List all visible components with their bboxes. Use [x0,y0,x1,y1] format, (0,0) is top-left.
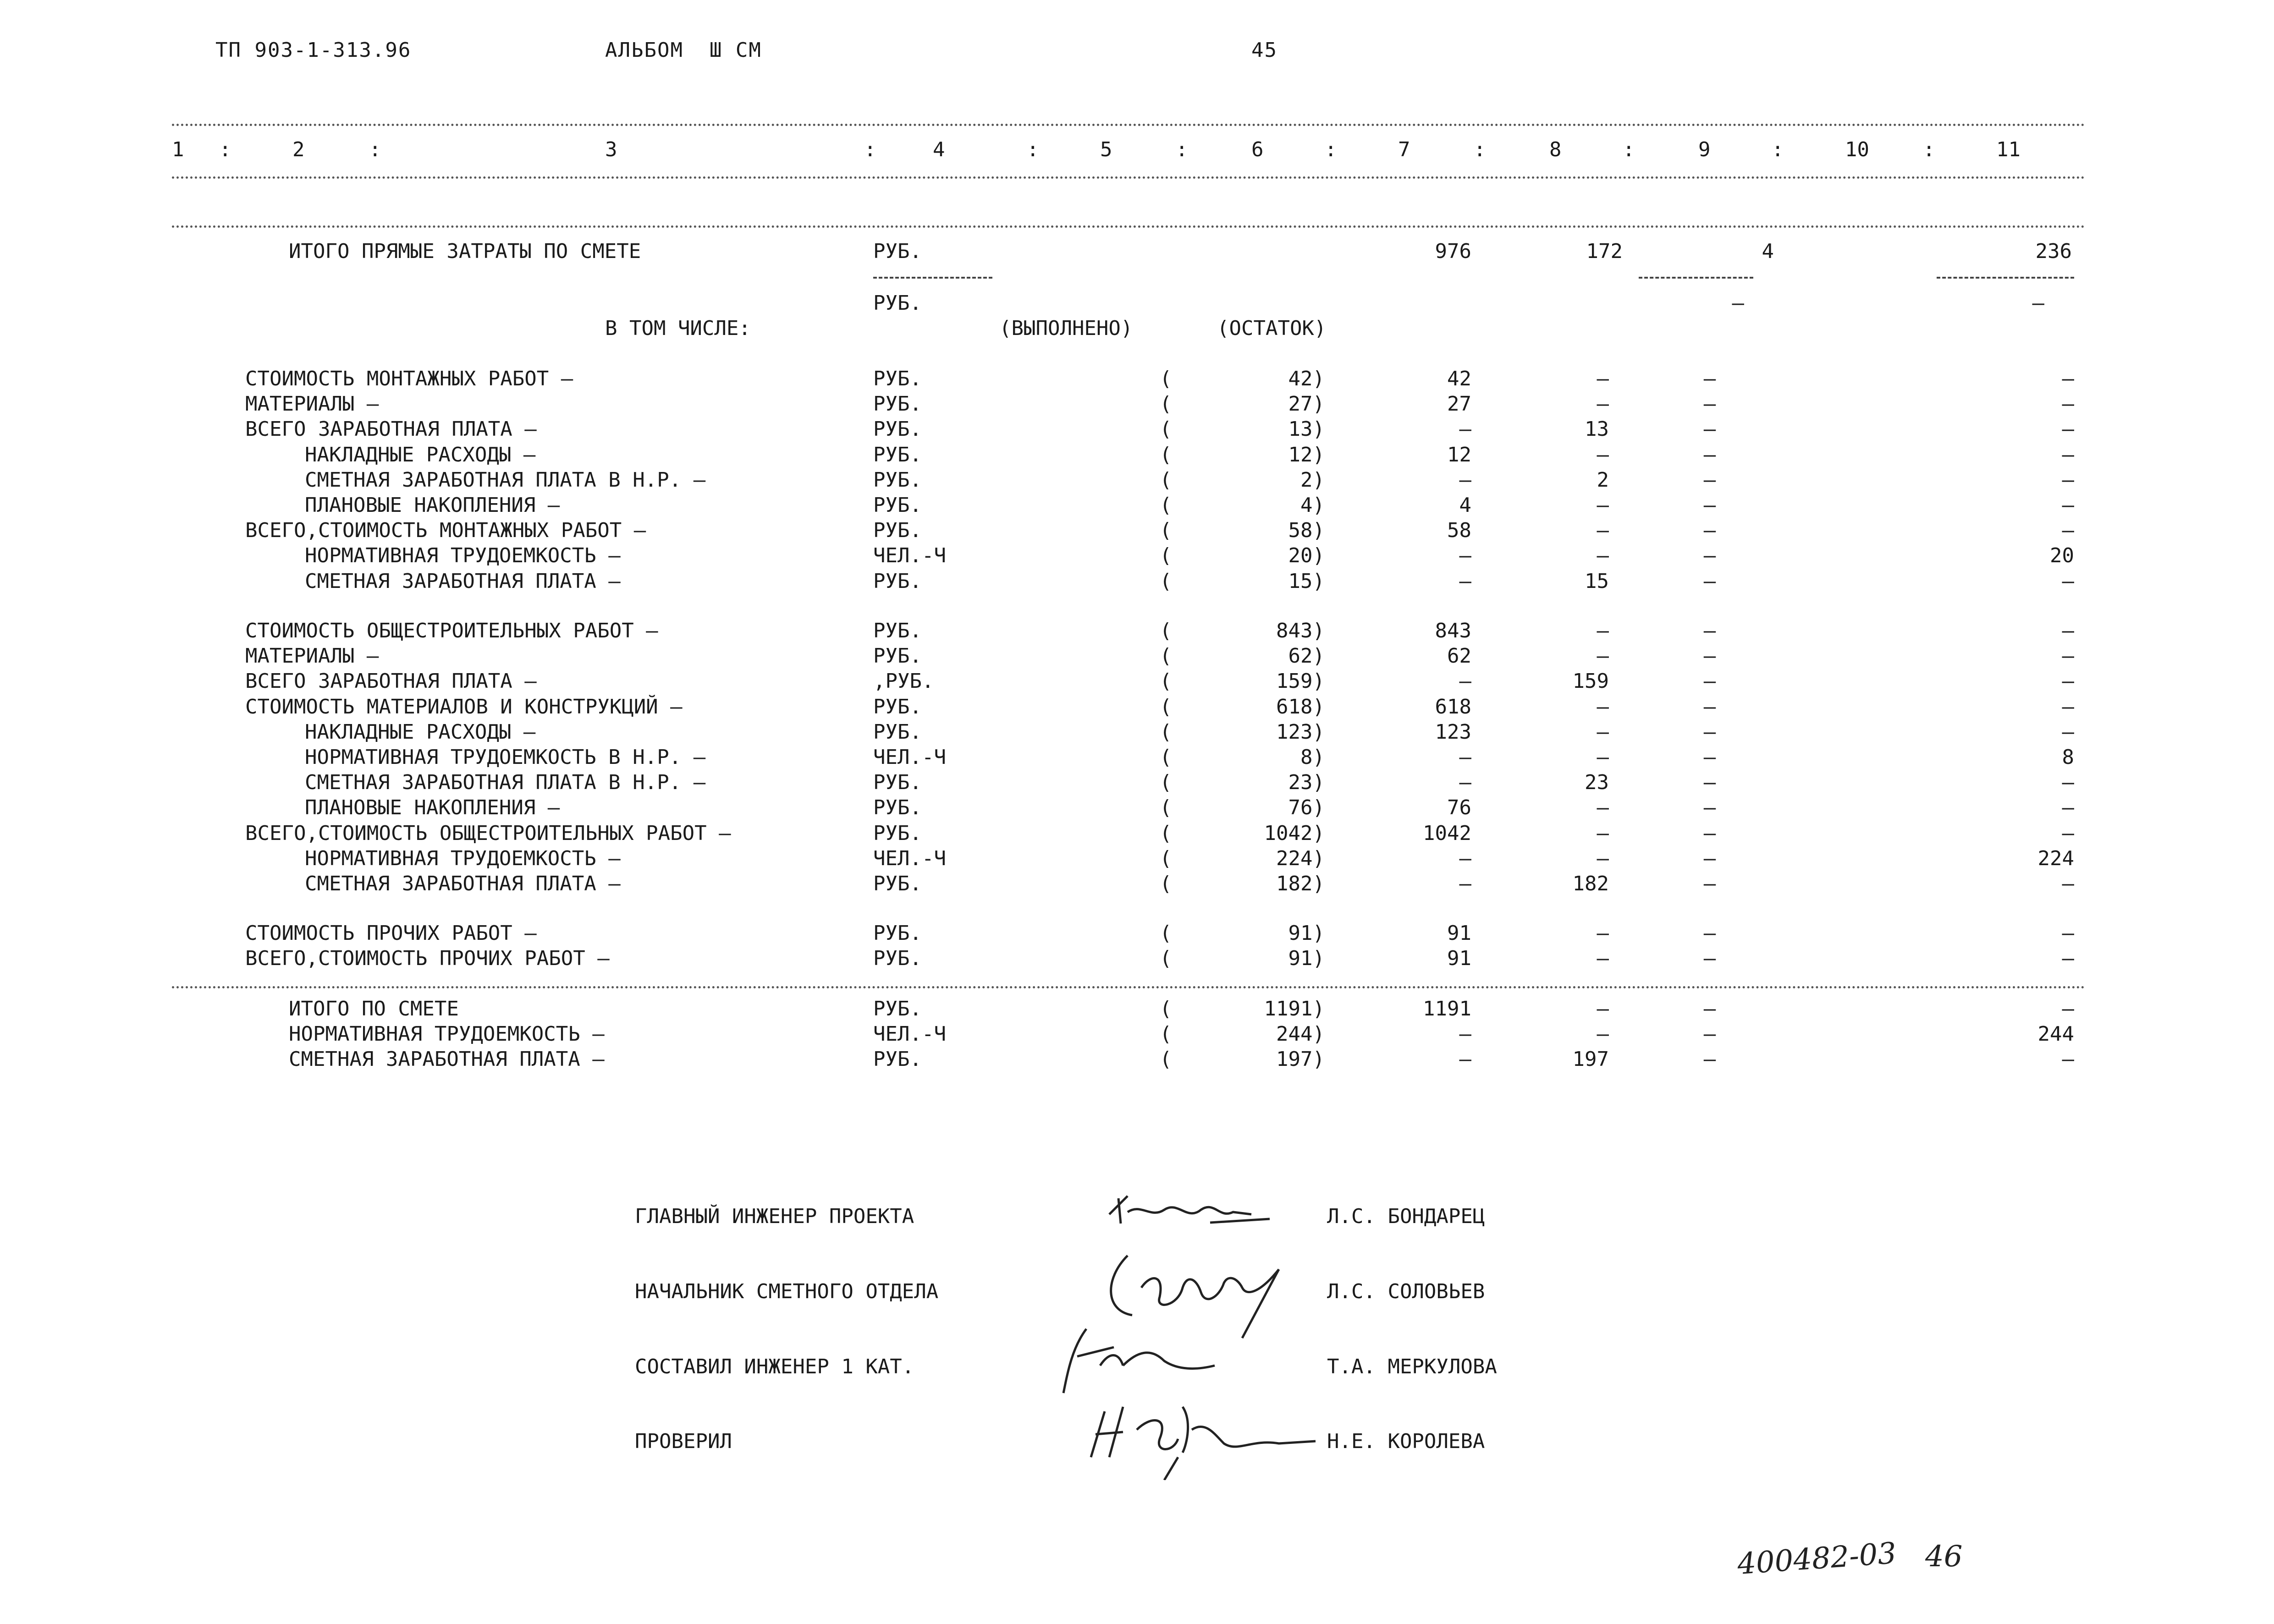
col-sep: : [1325,138,1337,161]
cell-col6: 76) [1288,796,1325,819]
cell-col7: 4 [1459,494,1471,517]
cell-col8: 2 [1597,468,1609,492]
cell-col8: – [1597,367,1609,390]
cell-col9: – [1703,367,1716,390]
cell-col11: – [2062,519,2074,542]
open-paren: ( [1160,1048,1172,1071]
cell-col7: 27 [1447,392,1471,416]
cell-col11: – [2062,796,2074,819]
cell-col7: 91 [1447,947,1471,970]
signature-role: ПРОВЕРИЛ [635,1430,732,1453]
row-unit: РУБ. [873,822,922,845]
cell-col6: 182) [1276,872,1325,895]
cell-col9: – [1703,796,1716,819]
open-paren: ( [1160,544,1172,567]
open-paren: ( [1160,746,1172,769]
open-paren: ( [1160,847,1172,870]
table-row [0,571,2274,597]
cell-col11: – [2062,644,2074,668]
cell-col8: 172 [1586,240,1623,263]
cell-col8: – [1597,822,1609,845]
signature-role: НАЧАЛЬНИК СМЕТНОГО ОТДЕЛА [635,1280,939,1303]
cell-col7: 76 [1447,796,1471,819]
cell-col8: – [1597,720,1609,744]
table-row [0,697,2274,723]
row-label: ПЛАНОВЫЕ НАКОПЛЕНИЯ – [305,796,560,819]
cell-col6: 197) [1276,1048,1325,1071]
row-label: ИТОГО ПО СМЕТЕ [289,997,459,1020]
cell-col9: – [1703,771,1716,794]
table-row [0,949,2274,974]
cell-col9: – [1703,847,1716,870]
cell-col8: 13 [1585,417,1609,441]
row-label: СМЕТНАЯ ЗАРАБОТНАЯ ПЛАТА – [289,1048,605,1071]
cell-col7: – [1459,570,1471,593]
cell-col6: 4) [1300,494,1325,517]
col-number-5: 5 [1100,138,1112,161]
col-sep: : [1772,138,1784,161]
open-paren: ( [1160,392,1172,416]
cell-col11: – [2062,669,2074,693]
cell-col11: – [2062,947,2074,970]
row-unit: РУБ. [873,392,922,416]
row-label: МАТЕРИАЛЫ – [245,392,379,416]
row-label: НОРМАТИВНАЯ ТРУДОЕМКОСТЬ – [305,544,621,567]
col-number-8: 8 [1549,138,1562,161]
row-unit: РУБ. [873,619,922,642]
including-label: В ТОМ ЧИСЛЕ: [605,317,751,340]
cell-col6: 15) [1288,570,1325,593]
row-label: СМЕТНАЯ ЗАРАБОТНАЯ ПЛАТА В Н.Р. – [305,468,706,492]
cell-col11: – [2062,997,2074,1020]
cell-col8: – [1597,494,1609,517]
cell-col11: – [2062,720,2074,744]
row-label: ВСЕГО,СТОИМОСТЬ ОБЩЕСТРОИТЕЛЬНЫХ РАБОТ – [245,822,731,845]
cell-col7: 42 [1447,367,1471,390]
cell-col7: – [1459,417,1471,441]
cell-col6: 13) [1288,417,1325,441]
archive-stamp-page: 46 [1925,1540,1963,1574]
handwritten-signature-4 [1086,1388,1325,1480]
cell-col8: – [1597,746,1609,769]
open-paren: ( [1160,468,1172,492]
cell-col6: 224) [1276,847,1325,870]
rest-header: (ОСТАТОК) [1217,317,1327,340]
cell-col8: – [1597,1022,1609,1046]
row-unit: ЧЕЛ.-Ч [873,847,946,870]
cell-col7: – [1459,669,1471,693]
row-label: ИТОГО ПРЯМЫЕ ЗАТРАТЫ ПО СМЕТЕ [289,240,641,263]
cell-col8: – [1597,997,1609,1020]
row-unit: РУБ. [873,367,922,390]
body-top-rule [172,225,2086,228]
table-row [0,1049,2274,1075]
cell-col11: 236 [2035,240,2072,263]
cell-col7: 123 [1435,720,1471,744]
cell-col6: 91) [1288,922,1325,945]
col-sep: : [1623,138,1635,161]
cell-col11: 224 [2037,847,2074,870]
table-row [0,394,2274,420]
cell-col11: – [2062,367,2074,390]
cell-col8: – [1597,922,1609,945]
col-number-1: 1 [172,138,184,161]
cell-col7: 1191 [1423,997,1471,1020]
open-paren: ( [1160,619,1172,642]
signature-name: Т.А. МЕРКУЛОВА [1327,1355,1497,1378]
cell-col8: – [1597,695,1609,719]
cell-col8: – [1597,796,1609,819]
cell-col8: 159 [1572,669,1609,693]
cell-col11: – [2062,1048,2074,1071]
row-unit: РУБ. [873,644,922,668]
table-row [0,445,2274,471]
row-unit: РУБ. [873,997,922,1020]
open-paren: ( [1160,443,1172,466]
col-sep: : [1923,138,1935,161]
row-label: СМЕТНАЯ ЗАРАБОТНАЯ ПЛАТА – [305,872,621,895]
col-number-10: 10 [1845,138,1869,161]
cell-col8: – [1597,443,1609,466]
open-paren: ( [1160,644,1172,668]
page-number: 45 [1251,38,1277,62]
col-number-4: 4 [933,138,945,161]
cell-col7: 58 [1447,519,1471,542]
open-paren: ( [1160,796,1172,819]
row-unit: РУБ. [873,720,922,744]
cell-col8: – [1597,519,1609,542]
cell-col9: – [1703,417,1716,441]
cell-col11: – [2062,822,2074,845]
open-paren: ( [1160,570,1172,593]
row-label: НОРМАТИВНАЯ ТРУДОЕМКОСТЬ – [305,847,621,870]
cell-col11: 8 [2062,746,2074,769]
row-unit: РУБ. [873,570,922,593]
cell-col9: – [1703,570,1716,593]
done-header: (ВЫПОЛНЕНО) [999,317,1133,340]
table-row [0,521,2274,546]
cell-col9: – [1703,644,1716,668]
signature-name: Л.С. БОНДАРЕЦ [1327,1205,1485,1228]
row-label: ВСЕГО,СТОИМОСТЬ МОНТАЖНЫХ РАБОТ – [245,519,646,542]
cell-col7: 12 [1447,443,1471,466]
cell-col11: – [2062,494,2074,517]
col-number-3: 3 [605,138,617,161]
table-row [0,874,2274,900]
cell-col9: – [1703,619,1716,642]
row-label: СТОИМОСТЬ ПРОЧИХ РАБОТ – [245,922,537,945]
row-unit: РУБ. [873,922,922,945]
open-paren: ( [1160,997,1172,1020]
cell-col6: 20) [1288,544,1325,567]
open-paren: ( [1160,417,1172,441]
row-unit: РУБ. [873,240,922,263]
col-sep: : [1176,138,1188,161]
cell-col9: – [1703,720,1716,744]
cell-col11: – [2062,619,2074,642]
row-unit: РУБ. [873,695,922,719]
col-sep: : [219,138,231,161]
cell-col8: – [1597,544,1609,567]
cell-col9: – [1703,468,1716,492]
cell-col7: 91 [1447,922,1471,945]
document-code: ТП 903-1-313.96 [215,38,412,62]
row-unit: РУБ. [873,494,922,517]
cell-col9: – [1703,947,1716,970]
cell-col9: – [1703,519,1716,542]
table-row [0,999,2274,1025]
cell-col11: – [2032,291,2044,315]
cell-col7: 843 [1435,619,1471,642]
cell-col6: 42) [1288,367,1325,390]
row-label: СТОИМОСТЬ МОНТАЖНЫХ РАБОТ – [245,367,573,390]
col-number-7: 7 [1398,138,1410,161]
cell-col6: 12) [1288,443,1325,466]
cell-col11: – [2062,443,2074,466]
column-number-row [0,140,2274,165]
cell-col9: – [1703,822,1716,845]
row-unit: РУБ. [873,443,922,466]
row-label: СТОИМОСТЬ МАТЕРИАЛОВ И КОНСТРУКЦИЙ – [245,695,683,719]
cell-col8: – [1597,947,1609,970]
table-row [0,470,2274,496]
cell-col7: 62 [1447,644,1471,668]
table-row [0,369,2274,395]
row-unit: РУБ. [873,519,922,542]
cell-col8: 182 [1572,872,1609,895]
cell-col8: – [1597,619,1609,642]
cell-col9: – [1703,922,1716,945]
table-row [0,849,2274,874]
table-row [0,798,2274,823]
cell-col9: 4 [1762,240,1774,263]
cell-col7: – [1459,1048,1471,1071]
signature-role: СОСТАВИЛ ИНЖЕНЕР 1 КАТ. [635,1355,914,1378]
cell-col11: 244 [2037,1022,2074,1046]
table-row [0,747,2274,773]
open-paren: ( [1160,494,1172,517]
table-top-rule [172,124,2086,126]
col9-underline [1639,277,1753,279]
table-row [0,923,2274,949]
cell-col8: 15 [1585,570,1609,593]
table-row [0,823,2274,849]
open-paren: ( [1160,922,1172,945]
cell-col8: 197 [1572,1048,1609,1071]
cell-col9: – [1732,291,1744,315]
rub-line-row [0,293,2274,319]
cell-col11: – [2062,695,2074,719]
cell-col9: – [1703,1048,1716,1071]
archive-stamp-code: 400482-03 [1736,1536,1898,1582]
table-row [0,646,2274,672]
cell-col6: 58) [1288,519,1325,542]
open-paren: ( [1160,947,1172,970]
cell-col6: 62) [1288,644,1325,668]
including-row [0,318,2274,344]
row-label: ПЛАНОВЫЕ НАКОПЛЕНИЯ – [305,494,560,517]
cell-col9: – [1703,695,1716,719]
cell-col6: 2) [1300,468,1325,492]
column-header-rule [172,176,2086,179]
open-paren: ( [1160,822,1172,845]
cell-col6: 618) [1276,695,1325,719]
row-label: СМЕТНАЯ ЗАРАБОТНАЯ ПЛАТА В Н.Р. – [305,771,706,794]
cell-col6: 27) [1288,392,1325,416]
cell-col6: 159) [1276,669,1325,693]
signature-name: Л.С. СОЛОВЬЕВ [1327,1280,1485,1303]
open-paren: ( [1160,669,1172,693]
cell-col6: 8) [1300,746,1325,769]
cell-col6: 1042) [1264,822,1325,845]
row-label: МАТЕРИАЛЫ – [245,644,379,668]
table-row [0,722,2274,748]
cell-col6: 23) [1288,771,1325,794]
cell-col9: – [1703,392,1716,416]
handwritten-signature-3 [1050,1320,1233,1398]
cell-col9: – [1703,443,1716,466]
open-paren: ( [1160,519,1172,542]
row-label: ВСЕГО ЗАРАБОТНАЯ ПЛАТА – [245,669,537,693]
cell-col9: – [1703,494,1716,517]
open-paren: ( [1160,771,1172,794]
row-label: СМЕТНАЯ ЗАРАБОТНАЯ ПЛАТА – [305,570,621,593]
row-unit: РУБ. [873,947,922,970]
cell-col7: – [1459,544,1471,567]
col-number-2: 2 [292,138,305,161]
open-paren: ( [1160,1022,1172,1046]
cell-col9: – [1703,746,1716,769]
table-row [0,1024,2274,1050]
cell-col11: – [2062,922,2074,945]
col11-underline [1937,277,2074,279]
signature-name: Н.Е. КОРОЛЕВА [1327,1430,1485,1453]
row-label: ВСЕГО ЗАРАБОТНАЯ ПЛАТА – [245,417,537,441]
table-row [0,419,2274,445]
unit-underline [873,277,992,279]
cell-col7: – [1459,746,1471,769]
row-unit: РУБ. [873,1048,922,1071]
cell-col9: – [1703,872,1716,895]
row-unit: РУБ. [873,417,922,441]
cell-col7: – [1459,1022,1471,1046]
cell-col8: 23 [1585,771,1609,794]
cell-col7: 618 [1435,695,1471,719]
col-sep: : [864,138,876,161]
cell-col9: – [1703,997,1716,1020]
row-label: НАКЛАДНЫЕ РАСХОДЫ – [305,443,536,466]
cell-col11: – [2062,468,2074,492]
cell-col7: – [1459,468,1471,492]
cell-col7: – [1459,872,1471,895]
row-unit: ,РУБ. [873,669,934,693]
row-label: НОРМАТИВНАЯ ТРУДОЕМКОСТЬ – [289,1022,605,1046]
row-label: СТОИМОСТЬ ОБЩЕСТРОИТЕЛЬНЫХ РАБОТ – [245,619,658,642]
signature-role: ГЛАВНЫЙ ИНЖЕНЕР ПРОЕКТА [635,1205,914,1228]
row-unit: РУБ. [873,468,922,492]
row-label: НАКЛАДНЫЕ РАСХОДЫ – [305,720,536,744]
row-unit: РУБ. [873,291,922,315]
col-sep: : [369,138,381,161]
row-unit: РУБ. [873,872,922,895]
table-row [0,621,2274,647]
row-unit: ЧЕЛ.-Ч [873,544,946,567]
col-number-6: 6 [1251,138,1264,161]
handwritten-signature-1 [1100,1187,1274,1237]
row-unit: ЧЕЛ.-Ч [873,1022,946,1046]
cell-col6: 244) [1276,1022,1325,1046]
cell-col7: – [1459,847,1471,870]
col-number-9: 9 [1698,138,1711,161]
open-paren: ( [1160,367,1172,390]
col-sep: : [1474,138,1486,161]
cell-col7: 1042 [1423,822,1471,845]
totals-separator [172,986,2086,988]
col-number-11: 11 [1996,138,2021,161]
cell-col9: – [1703,544,1716,567]
album-label: АЛЬБОМ Ш СМ [605,38,762,62]
open-paren: ( [1160,720,1172,744]
cell-col6: 123) [1276,720,1325,744]
cell-col11: – [2062,771,2074,794]
cell-col7: – [1459,771,1471,794]
cell-col7: 976 [1435,240,1471,263]
cell-col9: – [1703,1022,1716,1046]
cell-col11: – [2062,872,2074,895]
cell-col8: – [1597,392,1609,416]
open-paren: ( [1160,872,1172,895]
row-unit: РУБ. [873,771,922,794]
table-row [0,495,2274,521]
cell-col11: – [2062,570,2074,593]
cell-col11: – [2062,417,2074,441]
total-direct-row [0,241,2274,267]
cell-col11: – [2062,392,2074,416]
cell-col6: 843) [1276,619,1325,642]
table-row [0,671,2274,697]
cell-col11: 20 [2050,544,2074,567]
cell-col6: 91) [1288,947,1325,970]
cell-col8: – [1597,847,1609,870]
open-paren: ( [1160,695,1172,719]
table-row [0,546,2274,571]
row-label: ВСЕГО,СТОИМОСТЬ ПРОЧИХ РАБОТ – [245,947,610,970]
table-row [0,773,2274,798]
cell-col8: – [1597,644,1609,668]
row-label: НОРМАТИВНАЯ ТРУДОЕМКОСТЬ В Н.Р. – [305,746,706,769]
cell-col9: – [1703,669,1716,693]
row-unit: ЧЕЛ.-Ч [873,746,946,769]
cell-col6: 1191) [1264,997,1325,1020]
col-sep: : [1027,138,1039,161]
row-unit: РУБ. [873,796,922,819]
